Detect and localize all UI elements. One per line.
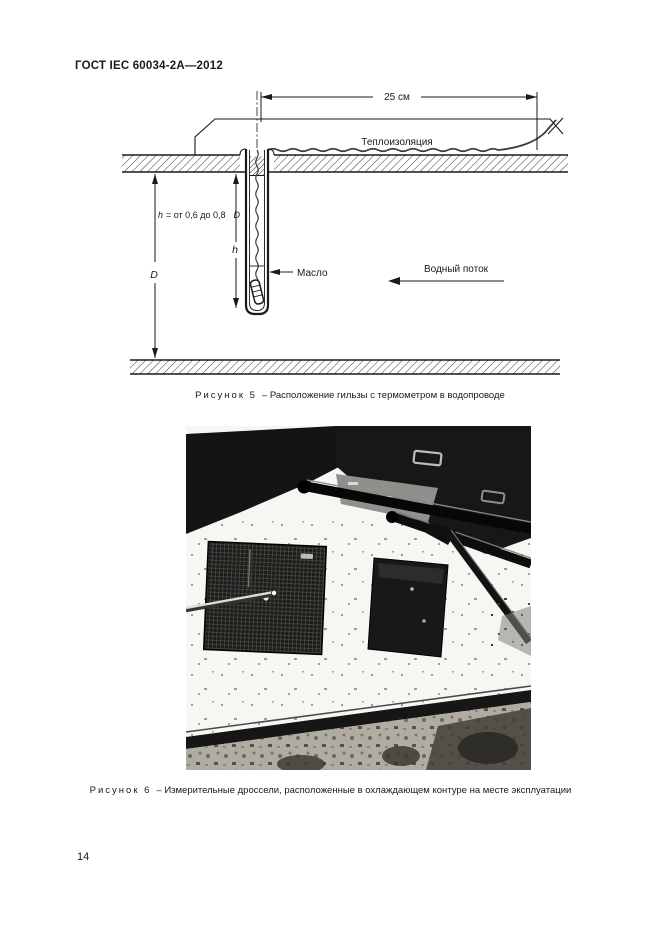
figure6-caption [0,785,661,797]
page-number: 14 [77,851,90,863]
measuring-choke-right [368,558,448,657]
document-header: ГОСТ IEC 60034-2А—2012 [75,60,223,72]
svg-text:= от 0,6 до 0,8: = от 0,6 до 0,8 [166,210,226,220]
figure6-caption-label: Рисунок 6 [89,785,152,796]
insulation-label: Теплоизоляция [361,137,433,148]
dimension-25cm-label: 25 см [384,92,410,103]
figure6-caption-text: – Измерительные дроссели, расположенные в охлаждающем контуре на месте эксплуатации [156,785,572,796]
figure6-photo [186,426,531,770]
figure5-diagram [0,85,661,385]
svg-text:D: D [233,210,240,220]
pipe-wall-top [122,155,568,172]
figure5-caption-label: Рисунок 5 [195,390,257,401]
d-label: D [150,269,158,281]
figure5-caption [30,390,661,402]
oil-label: Масло [297,268,328,279]
figure5-caption-text: – Расположение гильзы с термометром в водопроводе [261,390,505,401]
h-range-formula [158,210,241,220]
oil-callout [269,268,328,279]
thermometer-well [240,149,274,314]
water-flow [388,264,504,285]
water-flow-label: Водный поток [423,264,489,275]
svg-text:h: h [158,210,164,220]
dimension-h [232,174,239,308]
pipe-wall-bottom [130,360,560,374]
dimension-D [150,174,158,358]
h-label: h [232,244,238,256]
measuring-choke-left [204,541,327,654]
